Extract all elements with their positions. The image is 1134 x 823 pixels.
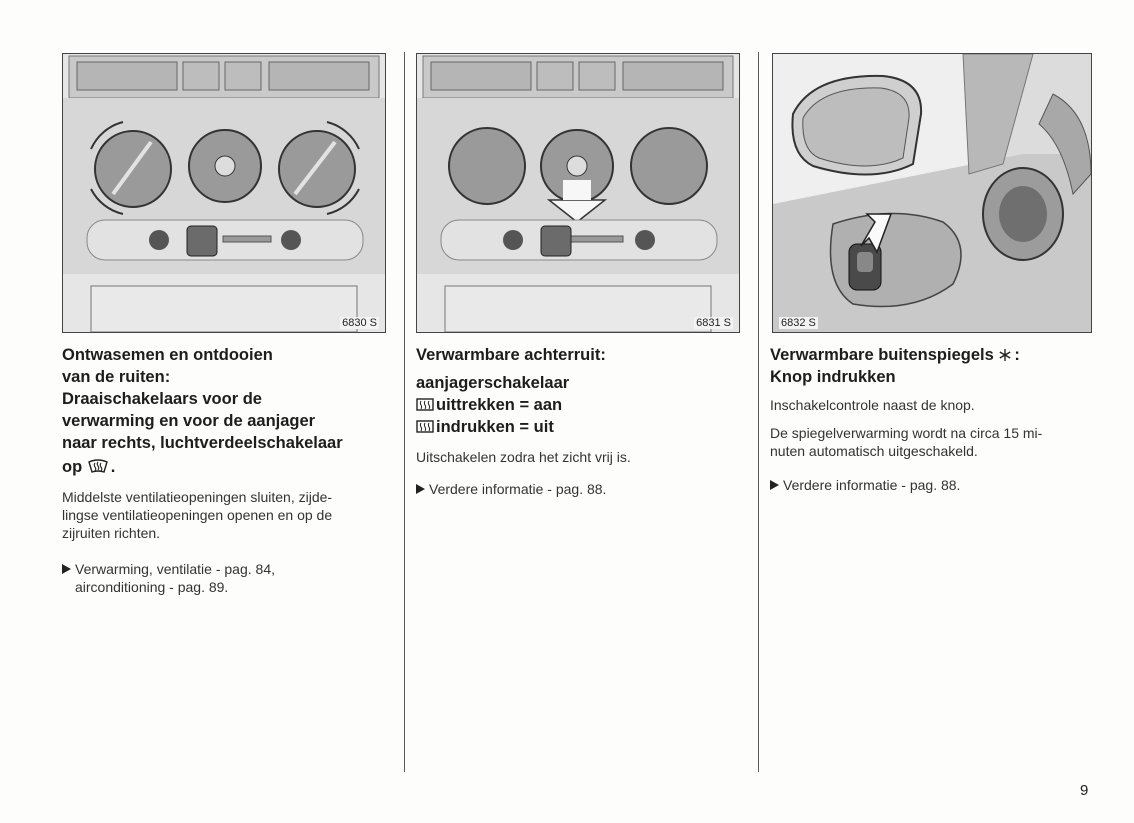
body-text-mirror-1: Inschakelcontrole naast de knop. [770, 397, 975, 413]
reference-link-defrost[interactable]: Verwarming, ventilatie - pag. 84, airconditioning - pag. 89. [62, 560, 392, 596]
page-number: 9 [1080, 782, 1089, 799]
door-mirror-illustration [773, 54, 1091, 332]
triangle-arrow-icon [770, 480, 779, 490]
section-heading-rear-window: Verwarmbare achterruit: [416, 346, 606, 364]
column-rear-window [416, 344, 746, 498]
figure-code: 6830 S [342, 317, 377, 329]
snowflake-icon [998, 348, 1012, 362]
column-divider-2 [758, 52, 759, 772]
figure-mirror-switch [772, 53, 1092, 333]
triangle-arrow-icon [62, 564, 71, 574]
reference-link-mirror[interactable]: Verdere informatie - pag. 88. [770, 476, 1100, 494]
rear-window-heating-icon [416, 398, 434, 412]
body-text-defrost: Middelste ventilatieopeningen sluiten, zijde- lingse ventilatieopeningen openen en op de zijruiten richten. [62, 489, 333, 541]
reference-link-rear-window[interactable]: Verdere informatie - pag. 88. [416, 480, 746, 498]
figure-climate-panel-1 [62, 53, 386, 333]
figure-code: 6832 S [781, 317, 816, 329]
body-text-mirror-2: De spiegelverwarming wordt na circa 15 mi- nuten automatisch uitgeschakeld. [770, 425, 1043, 459]
climate-panel-illustration [63, 54, 385, 332]
windscreen-defrost-icon [87, 458, 109, 474]
climate-panel-rear-illustration [417, 54, 739, 332]
triangle-arrow-icon [416, 484, 425, 494]
instruction-off: indrukken = uit [416, 416, 746, 438]
column-divider-1 [404, 52, 405, 772]
section-heading-defrost: Ontwasemen en ontdooien van de ruiten: Draaischakelaars voor de verwarming en voor de aanjager naar rechts, luchtverdeelschakelaar op . [62, 346, 343, 476]
column-defrost [62, 344, 392, 596]
figure-code: 6831 S [696, 317, 731, 329]
sub-heading-fan-switch: aanjagerschakelaar [416, 374, 570, 392]
column-mirror-heating [770, 344, 1100, 494]
section-heading-mirror: Verwarmbare buitenspiegels : Knop indrukken [770, 346, 1020, 386]
rear-window-heating-icon [416, 420, 434, 434]
instruction-on: uittrekken = aan [416, 394, 746, 416]
figure-climate-panel-2 [416, 53, 740, 333]
body-text-rear-window: Uitschakelen zodra het zicht vrij is. [416, 449, 631, 465]
